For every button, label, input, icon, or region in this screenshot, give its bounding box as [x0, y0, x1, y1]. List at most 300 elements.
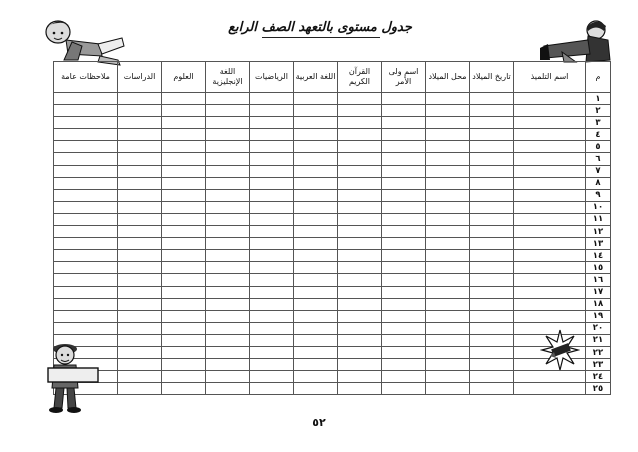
entry-cell[interactable]: [426, 346, 470, 358]
entry-cell[interactable]: [162, 371, 206, 383]
table-row: [54, 141, 611, 153]
row-number-cell: ١٥: [586, 262, 611, 274]
entry-cell[interactable]: [250, 213, 294, 225]
row-number-cell: ١٢: [586, 226, 611, 238]
entry-cell[interactable]: [514, 93, 586, 105]
entry-cell[interactable]: [470, 153, 514, 165]
entry-cell[interactable]: [382, 250, 426, 262]
entry-cell[interactable]: [118, 238, 162, 250]
entry-cell[interactable]: [206, 165, 250, 177]
entry-cell[interactable]: [470, 177, 514, 189]
entry-cell[interactable]: [206, 262, 250, 274]
entry-cell[interactable]: [514, 250, 586, 262]
entry-cell[interactable]: [250, 177, 294, 189]
entry-cell[interactable]: [206, 177, 250, 189]
entry-cell[interactable]: [338, 117, 382, 129]
entry-cell[interactable]: [470, 286, 514, 298]
entry-cell[interactable]: [470, 359, 514, 371]
entry-cell[interactable]: [206, 298, 250, 310]
entry-cell[interactable]: [250, 226, 294, 238]
entry-cell[interactable]: [382, 213, 426, 225]
entry-cell[interactable]: [206, 310, 250, 322]
entry-cell[interactable]: [250, 346, 294, 358]
entry-cell[interactable]: [514, 117, 586, 129]
entry-cell[interactable]: [206, 322, 250, 334]
entry-cell[interactable]: [382, 346, 426, 358]
entry-cell[interactable]: [206, 117, 250, 129]
entry-cell[interactable]: [426, 310, 470, 322]
header-cell: القرآن الكريم: [338, 62, 382, 93]
entry-cell[interactable]: [162, 383, 206, 395]
row-number-cell: ٩: [586, 189, 611, 201]
entry-cell[interactable]: [294, 346, 338, 358]
entry-cell[interactable]: [426, 226, 470, 238]
entry-cell[interactable]: [382, 105, 426, 117]
entry-cell[interactable]: [118, 310, 162, 322]
entry-cell[interactable]: [118, 213, 162, 225]
entry-cell[interactable]: [382, 383, 426, 395]
entry-cell[interactable]: [162, 298, 206, 310]
entry-cell[interactable]: [426, 383, 470, 395]
entry-cell[interactable]: [338, 262, 382, 274]
entry-cell[interactable]: [162, 322, 206, 334]
entry-cell[interactable]: [338, 105, 382, 117]
entry-cell[interactable]: [250, 371, 294, 383]
entry-cell[interactable]: [206, 371, 250, 383]
header-cell: اللغة العربية: [294, 62, 338, 93]
entry-cell[interactable]: [206, 250, 250, 262]
entry-cell[interactable]: [54, 310, 118, 322]
entry-cell[interactable]: [338, 165, 382, 177]
entry-cell[interactable]: [118, 201, 162, 213]
entry-cell[interactable]: [206, 383, 250, 395]
entry-cell[interactable]: [118, 141, 162, 153]
entry-cell[interactable]: [426, 359, 470, 371]
entry-cell[interactable]: [54, 213, 118, 225]
entry-cell[interactable]: [54, 250, 118, 262]
entry-cell[interactable]: [426, 189, 470, 201]
entry-cell[interactable]: [206, 346, 250, 358]
entry-cell[interactable]: [250, 322, 294, 334]
row-number-cell: ٢٥: [586, 383, 611, 395]
table-row: [54, 371, 611, 383]
entry-cell[interactable]: [470, 298, 514, 310]
entry-cell[interactable]: [514, 310, 586, 322]
entry-cell[interactable]: [426, 286, 470, 298]
entry-cell[interactable]: [338, 371, 382, 383]
entry-cell[interactable]: [514, 153, 586, 165]
entry-cell[interactable]: [382, 177, 426, 189]
entry-cell[interactable]: [382, 141, 426, 153]
entry-cell[interactable]: [162, 286, 206, 298]
entry-cell[interactable]: [206, 141, 250, 153]
entry-cell[interactable]: [294, 262, 338, 274]
entry-cell[interactable]: [338, 274, 382, 286]
entry-cell[interactable]: [338, 334, 382, 346]
entry-cell[interactable]: [294, 286, 338, 298]
entry-cell[interactable]: [382, 274, 426, 286]
entry-cell[interactable]: [206, 274, 250, 286]
entry-cell[interactable]: [382, 298, 426, 310]
entry-cell[interactable]: [118, 105, 162, 117]
entry-cell[interactable]: [250, 93, 294, 105]
entry-cell[interactable]: [382, 201, 426, 213]
entry-cell[interactable]: [250, 250, 294, 262]
entry-cell[interactable]: [294, 359, 338, 371]
entry-cell[interactable]: [294, 322, 338, 334]
entry-cell[interactable]: [470, 141, 514, 153]
entry-cell[interactable]: [426, 298, 470, 310]
entry-cell[interactable]: [162, 93, 206, 105]
entry-cell[interactable]: [162, 334, 206, 346]
entry-cell[interactable]: [426, 153, 470, 165]
entry-cell[interactable]: [54, 141, 118, 153]
entry-cell[interactable]: [514, 286, 586, 298]
entry-cell[interactable]: [470, 334, 514, 346]
entry-cell[interactable]: [162, 153, 206, 165]
entry-cell[interactable]: [162, 189, 206, 201]
entry-cell[interactable]: [162, 129, 206, 141]
entry-cell[interactable]: [338, 310, 382, 322]
entry-cell[interactable]: [470, 346, 514, 358]
entry-cell[interactable]: [294, 129, 338, 141]
table-row: [54, 298, 611, 310]
student-levels-table: [53, 61, 611, 395]
entry-cell[interactable]: [514, 226, 586, 238]
entry-cell[interactable]: [118, 286, 162, 298]
entry-cell[interactable]: [294, 310, 338, 322]
entry-cell[interactable]: [206, 334, 250, 346]
entry-cell[interactable]: [54, 93, 118, 105]
entry-cell[interactable]: [118, 359, 162, 371]
entry-cell[interactable]: [54, 238, 118, 250]
entry-cell[interactable]: [514, 213, 586, 225]
entry-cell[interactable]: [470, 250, 514, 262]
entry-cell[interactable]: [206, 129, 250, 141]
table-row: [54, 226, 611, 238]
header-cell: م: [586, 62, 611, 93]
entry-cell[interactable]: [54, 153, 118, 165]
entry-cell[interactable]: [426, 165, 470, 177]
entry-cell[interactable]: [118, 322, 162, 334]
entry-cell[interactable]: [514, 189, 586, 201]
entry-cell[interactable]: [118, 189, 162, 201]
entry-cell[interactable]: [426, 177, 470, 189]
table-row: [54, 117, 611, 129]
entry-cell[interactable]: [206, 286, 250, 298]
entry-cell[interactable]: [382, 262, 426, 274]
table-row: [54, 213, 611, 225]
entry-cell[interactable]: [250, 383, 294, 395]
entry-cell[interactable]: [514, 165, 586, 177]
header-cell: الدراسات: [118, 62, 162, 93]
entry-cell[interactable]: [118, 129, 162, 141]
entry-cell[interactable]: [338, 141, 382, 153]
entry-cell[interactable]: [250, 334, 294, 346]
entry-cell[interactable]: [54, 165, 118, 177]
table-row: [54, 346, 611, 358]
entry-cell[interactable]: [206, 201, 250, 213]
entry-cell[interactable]: [118, 177, 162, 189]
entry-cell[interactable]: [54, 201, 118, 213]
entry-cell[interactable]: [206, 93, 250, 105]
entry-cell[interactable]: [250, 105, 294, 117]
entry-cell[interactable]: [338, 189, 382, 201]
entry-cell[interactable]: [118, 383, 162, 395]
entry-cell[interactable]: [338, 383, 382, 395]
entry-cell[interactable]: [206, 213, 250, 225]
entry-cell[interactable]: [514, 262, 586, 274]
header-cell: ملاحظات عامة: [54, 62, 118, 93]
entry-cell[interactable]: [162, 165, 206, 177]
entry-cell[interactable]: [206, 153, 250, 165]
entry-cell[interactable]: [470, 189, 514, 201]
entry-cell[interactable]: [426, 93, 470, 105]
entry-cell[interactable]: [338, 359, 382, 371]
entry-cell[interactable]: [54, 274, 118, 286]
entry-cell[interactable]: [250, 286, 294, 298]
entry-cell[interactable]: [338, 238, 382, 250]
entry-cell[interactable]: [382, 334, 426, 346]
entry-cell[interactable]: [470, 93, 514, 105]
entry-cell[interactable]: [426, 201, 470, 213]
entry-cell[interactable]: [514, 383, 586, 395]
entry-cell[interactable]: [118, 346, 162, 358]
entry-cell[interactable]: [426, 117, 470, 129]
entry-cell[interactable]: [470, 238, 514, 250]
entry-cell[interactable]: [206, 238, 250, 250]
entry-cell[interactable]: [338, 250, 382, 262]
entry-cell[interactable]: [250, 201, 294, 213]
entry-cell[interactable]: [514, 274, 586, 286]
entry-cell[interactable]: [162, 226, 206, 238]
entry-cell[interactable]: [54, 286, 118, 298]
entry-cell[interactable]: [118, 371, 162, 383]
entry-cell[interactable]: [162, 141, 206, 153]
entry-cell[interactable]: [470, 226, 514, 238]
entry-cell[interactable]: [118, 262, 162, 274]
entry-cell[interactable]: [514, 105, 586, 117]
entry-cell[interactable]: [162, 250, 206, 262]
entry-cell[interactable]: [338, 153, 382, 165]
entry-cell[interactable]: [382, 371, 426, 383]
entry-cell[interactable]: [250, 298, 294, 310]
entry-cell[interactable]: [162, 310, 206, 322]
entry-cell[interactable]: [162, 105, 206, 117]
row-number-cell: ٥: [586, 141, 611, 153]
entry-cell[interactable]: [338, 298, 382, 310]
entry-cell[interactable]: [162, 213, 206, 225]
entry-cell[interactable]: [426, 213, 470, 225]
entry-cell[interactable]: [338, 286, 382, 298]
entry-cell[interactable]: [250, 189, 294, 201]
table-row: [54, 322, 611, 334]
entry-cell[interactable]: [338, 93, 382, 105]
entry-cell[interactable]: [54, 189, 118, 201]
child-lying-clipart-icon: [38, 14, 128, 66]
entry-cell[interactable]: [514, 129, 586, 141]
entry-cell[interactable]: [426, 250, 470, 262]
entry-cell[interactable]: [294, 93, 338, 105]
entry-cell[interactable]: [338, 177, 382, 189]
entry-cell[interactable]: [426, 129, 470, 141]
entry-cell[interactable]: [382, 322, 426, 334]
entry-cell[interactable]: [426, 141, 470, 153]
row-number-cell: ١٣: [586, 238, 611, 250]
entry-cell[interactable]: [426, 238, 470, 250]
entry-cell[interactable]: [382, 286, 426, 298]
entry-cell[interactable]: [294, 105, 338, 117]
entry-cell[interactable]: [294, 117, 338, 129]
entry-cell[interactable]: [338, 129, 382, 141]
entry-cell[interactable]: [382, 189, 426, 201]
row-number-cell: ٢: [586, 105, 611, 117]
entry-cell[interactable]: [54, 262, 118, 274]
entry-cell[interactable]: [382, 226, 426, 238]
entry-cell[interactable]: [426, 322, 470, 334]
entry-cell[interactable]: [382, 153, 426, 165]
entry-cell[interactable]: [294, 298, 338, 310]
entry-cell[interactable]: [382, 310, 426, 322]
entry-cell[interactable]: [382, 165, 426, 177]
row-number-cell: ٢٠: [586, 322, 611, 334]
entry-cell[interactable]: [514, 238, 586, 250]
entry-cell[interactable]: [382, 129, 426, 141]
entry-cell[interactable]: [294, 177, 338, 189]
table-row: [54, 153, 611, 165]
entry-cell[interactable]: [54, 322, 118, 334]
entry-cell[interactable]: [118, 250, 162, 262]
entry-cell[interactable]: [162, 274, 206, 286]
entry-cell[interactable]: [294, 201, 338, 213]
row-number-cell: ٤: [586, 129, 611, 141]
entry-cell[interactable]: [294, 213, 338, 225]
entry-cell[interactable]: [514, 201, 586, 213]
entry-cell[interactable]: [118, 274, 162, 286]
entry-cell[interactable]: [54, 298, 118, 310]
table-row: [54, 165, 611, 177]
entry-cell[interactable]: [470, 117, 514, 129]
table-row: [54, 129, 611, 141]
entry-cell[interactable]: [162, 117, 206, 129]
entry-cell[interactable]: [470, 322, 514, 334]
entry-cell[interactable]: [426, 262, 470, 274]
entry-cell[interactable]: [382, 359, 426, 371]
row-number-cell: ١١: [586, 213, 611, 225]
entry-cell[interactable]: [514, 141, 586, 153]
entry-cell[interactable]: [294, 189, 338, 201]
entry-cell[interactable]: [294, 238, 338, 250]
entry-cell[interactable]: [54, 129, 118, 141]
entry-cell[interactable]: [470, 383, 514, 395]
entry-cell[interactable]: [54, 226, 118, 238]
entry-cell[interactable]: [426, 274, 470, 286]
entry-cell[interactable]: [294, 371, 338, 383]
pencil-burst-clipart-icon: [540, 328, 580, 372]
entry-cell[interactable]: [250, 310, 294, 322]
entry-cell[interactable]: [470, 371, 514, 383]
table-row: [54, 310, 611, 322]
entry-cell[interactable]: [470, 310, 514, 322]
entry-cell[interactable]: [162, 359, 206, 371]
entry-cell[interactable]: [54, 117, 118, 129]
entry-cell[interactable]: [294, 334, 338, 346]
entry-cell[interactable]: [250, 129, 294, 141]
entry-cell[interactable]: [250, 238, 294, 250]
entry-cell[interactable]: [426, 371, 470, 383]
entry-cell[interactable]: [162, 201, 206, 213]
entry-cell[interactable]: [206, 226, 250, 238]
entry-cell[interactable]: [206, 105, 250, 117]
entry-cell[interactable]: [206, 359, 250, 371]
entry-cell[interactable]: [250, 141, 294, 153]
entry-cell[interactable]: [470, 105, 514, 117]
entry-cell[interactable]: [250, 359, 294, 371]
table-row: [54, 334, 611, 346]
entry-cell[interactable]: [470, 262, 514, 274]
entry-cell[interactable]: [382, 238, 426, 250]
entry-cell[interactable]: [118, 165, 162, 177]
entry-cell[interactable]: [294, 165, 338, 177]
entry-cell[interactable]: [118, 298, 162, 310]
entry-cell[interactable]: [162, 346, 206, 358]
entry-cell[interactable]: [338, 226, 382, 238]
entry-cell[interactable]: [250, 153, 294, 165]
entry-cell[interactable]: [426, 105, 470, 117]
entry-cell[interactable]: [294, 153, 338, 165]
header-cell: العلوم: [162, 62, 206, 93]
entry-cell[interactable]: [514, 177, 586, 189]
entry-cell[interactable]: [426, 334, 470, 346]
entry-cell[interactable]: [118, 226, 162, 238]
entry-cell[interactable]: [338, 201, 382, 213]
entry-cell[interactable]: [338, 346, 382, 358]
entry-cell[interactable]: [250, 274, 294, 286]
page-title: جدول مستوى بالتعهد الصف الرابع: [228, 20, 412, 35]
entry-cell[interactable]: [250, 262, 294, 274]
entry-cell[interactable]: [470, 165, 514, 177]
entry-cell[interactable]: [294, 274, 338, 286]
entry-cell[interactable]: [382, 117, 426, 129]
entry-cell[interactable]: [514, 298, 586, 310]
entry-cell[interactable]: [118, 334, 162, 346]
entry-cell[interactable]: [470, 213, 514, 225]
entry-cell[interactable]: [382, 93, 426, 105]
entry-cell[interactable]: [470, 274, 514, 286]
entry-cell[interactable]: [206, 189, 250, 201]
entry-cell[interactable]: [294, 383, 338, 395]
entry-cell[interactable]: [294, 250, 338, 262]
entry-cell[interactable]: [162, 177, 206, 189]
entry-cell[interactable]: [250, 165, 294, 177]
entry-cell[interactable]: [294, 141, 338, 153]
entry-cell[interactable]: [338, 213, 382, 225]
entry-cell[interactable]: [54, 177, 118, 189]
entry-cell[interactable]: [250, 117, 294, 129]
entry-cell[interactable]: [338, 322, 382, 334]
entry-cell[interactable]: [118, 153, 162, 165]
entry-cell[interactable]: [162, 238, 206, 250]
entry-cell[interactable]: [470, 129, 514, 141]
entry-cell[interactable]: [162, 262, 206, 274]
entry-cell[interactable]: [118, 117, 162, 129]
entry-cell[interactable]: [294, 226, 338, 238]
row-number-cell: ١: [586, 93, 611, 105]
entry-cell[interactable]: [118, 93, 162, 105]
entry-cell[interactable]: [54, 105, 118, 117]
entry-cell[interactable]: [470, 201, 514, 213]
entry-cell[interactable]: [514, 371, 586, 383]
